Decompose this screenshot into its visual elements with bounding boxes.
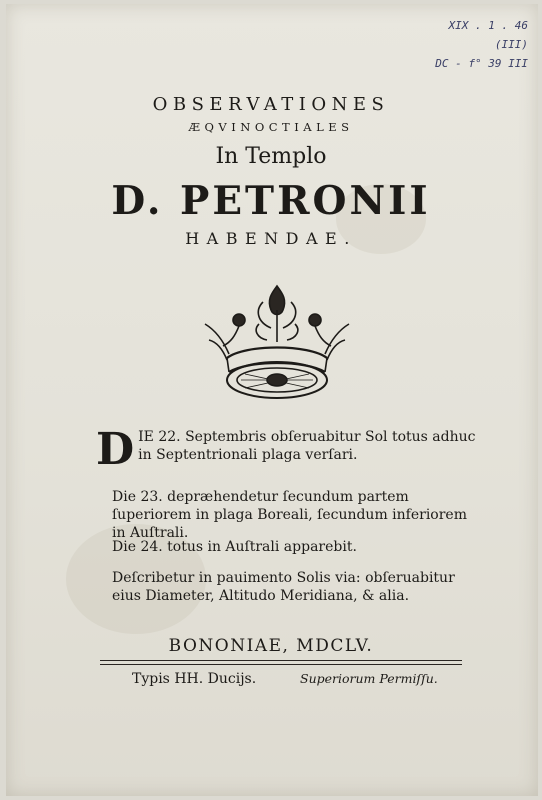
paragraph-text: IE 22. Septembris obſeruabitur Sol totus adhuc in Septentrionali plaga verſari. — [138, 429, 476, 463]
shelfmark-annotation — [435, 16, 528, 73]
title-in-templo: In Templo — [215, 144, 327, 169]
paragraph-describetur: Deſcribetur in pauimento Solis via: obſeruabitur eius Diameter, Altitudo Meridiana, & alia. — [112, 570, 455, 604]
permission-note: Superiorum Permiſſu. — [300, 671, 438, 686]
paragraph-die-23: Die 23. depræhendetur ſecundum partem ſuperiorem in plaga Boreali, ſecundum inferiorem in Auſtrali. — [112, 489, 467, 541]
title-aequinoctiales: ÆQVINOCTIALES — [188, 120, 354, 134]
imprint-rule — [100, 660, 462, 661]
shelfmark-line: (III) — [494, 38, 528, 51]
drop-cap-letter: D — [96, 424, 135, 475]
imprint-rule — [100, 664, 462, 665]
imprint-place-date: BONONIAE, MDCLV. — [168, 636, 374, 656]
crown-ornament-icon — [201, 280, 353, 408]
printer-name: Typis HH. Ducijs. — [132, 671, 257, 687]
title-habendae: HABENDAE. — [185, 229, 357, 248]
shelfmark-line: DC - f° 39 III — [435, 57, 528, 70]
paragraph-die-24: Die 24. totus in Auſtrali apparebit. — [112, 539, 357, 555]
paragraph-die-22 — [96, 424, 476, 475]
title-petronii: D. PETRONII — [111, 178, 431, 224]
shelfmark-line: XIX . 1 . 46 — [448, 19, 528, 32]
title-observationes: OBSERVATIONES — [152, 94, 390, 115]
